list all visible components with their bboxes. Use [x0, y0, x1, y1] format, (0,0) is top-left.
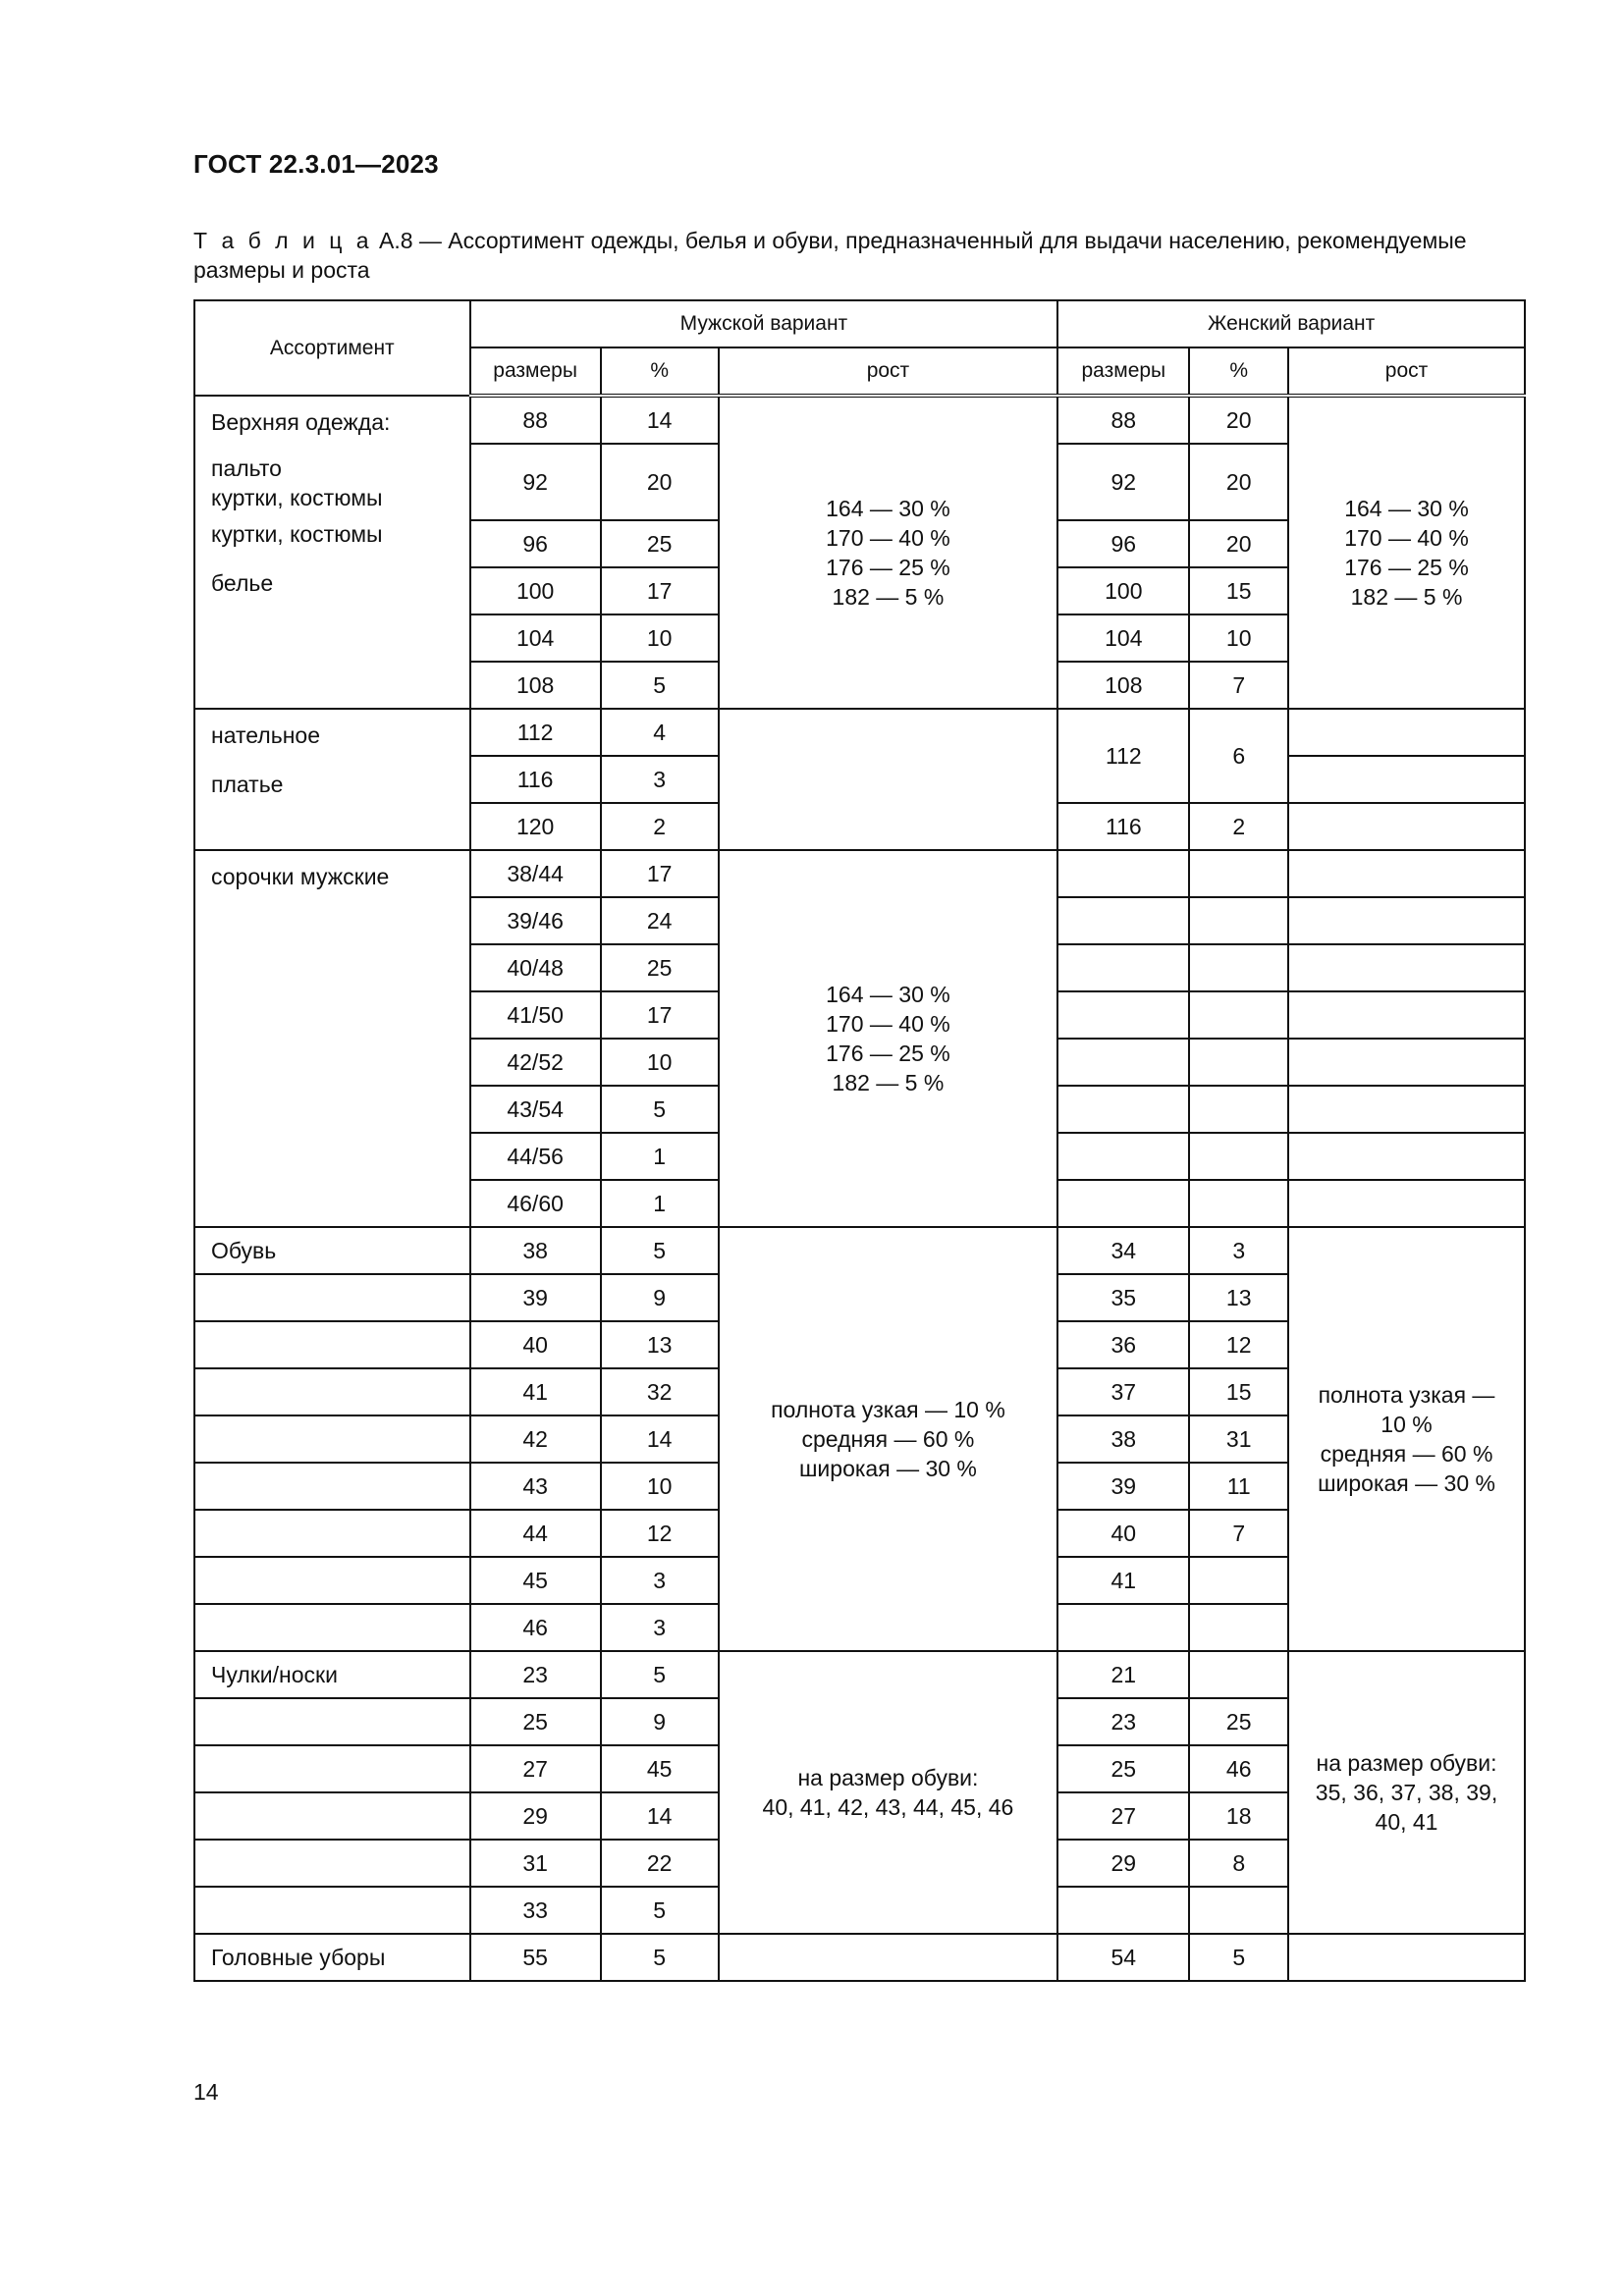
- assortment-cell: [194, 1698, 470, 1745]
- male-size-cell: 38: [470, 1227, 601, 1274]
- female-size-cell: 21: [1057, 1651, 1189, 1698]
- male-percent-cell: 13: [601, 1321, 719, 1368]
- male-height-cell: на размер обуви: 40, 41, 42, 43, 44, 45, 46: [719, 1651, 1058, 1934]
- female-size-cell: [1057, 991, 1189, 1039]
- male-percent-cell: 12: [601, 1510, 719, 1557]
- male-percent-cell: 17: [601, 567, 719, 614]
- female-height-cell: на размер обуви: 35, 36, 37, 38, 39, 40, 41: [1288, 1651, 1525, 1934]
- header-assortment: Ассортимент: [194, 300, 470, 396]
- male-size-cell: 116: [470, 756, 601, 803]
- male-size-cell: 41/50: [470, 991, 601, 1039]
- header-female-height: рост: [1288, 347, 1525, 396]
- male-percent-cell: 24: [601, 897, 719, 944]
- female-percent-cell: 20: [1189, 520, 1288, 567]
- female-height-cell: [1288, 756, 1525, 803]
- male-percent-cell: 5: [601, 1651, 719, 1698]
- female-percent-cell: 5: [1189, 1934, 1288, 1981]
- assortment-cell: [194, 1463, 470, 1510]
- assortment-cell: [194, 1510, 470, 1557]
- group-names-underwear: [194, 709, 470, 850]
- male-percent-cell: 1: [601, 1133, 719, 1180]
- female-percent-cell: [1189, 1086, 1288, 1133]
- male-size-cell: 41: [470, 1368, 601, 1415]
- male-percent-cell: 10: [601, 1463, 719, 1510]
- male-size-cell: 40/48: [470, 944, 601, 991]
- group-name: нательное: [211, 722, 320, 748]
- male-size-cell: 39: [470, 1274, 601, 1321]
- male-percent-cell: 5: [601, 1934, 719, 1981]
- male-percent-cell: 1: [601, 1180, 719, 1227]
- female-size-cell: [1057, 1887, 1189, 1934]
- male-height-cell: полнота узкая — 10 % средняя — 60 % широкая — 30 %: [719, 1227, 1058, 1651]
- male-percent-cell: 9: [601, 1698, 719, 1745]
- male-percent-cell: 17: [601, 850, 719, 897]
- female-percent-cell: 46: [1189, 1745, 1288, 1792]
- female-height-cell: [1288, 803, 1525, 850]
- female-percent-cell: 25: [1189, 1698, 1288, 1745]
- female-size-cell: 116: [1057, 803, 1189, 850]
- group-name: Верхняя одежда:: [211, 409, 391, 435]
- header-male-variant: Мужской вариант: [470, 300, 1058, 347]
- male-percent-cell: 5: [601, 1227, 719, 1274]
- female-percent-cell: 20: [1189, 444, 1288, 520]
- female-percent-cell: [1189, 1180, 1288, 1227]
- female-percent-cell: 15: [1189, 567, 1288, 614]
- male-percent-cell: 17: [601, 991, 719, 1039]
- female-percent-cell: 11: [1189, 1463, 1288, 1510]
- male-size-cell: 46: [470, 1604, 601, 1651]
- assortment-cell: [194, 1840, 470, 1887]
- assortment-cell: [194, 1604, 470, 1651]
- female-percent-cell: [1189, 1039, 1288, 1086]
- male-height-cell: 164 — 30 % 170 — 40 % 176 — 25 % 182 — 5 %: [719, 396, 1058, 709]
- female-percent-cell: 8: [1189, 1840, 1288, 1887]
- assortment-cell: [194, 1745, 470, 1792]
- male-height-cell: [719, 1934, 1058, 1981]
- assortment-cell: [194, 1321, 470, 1368]
- female-height-cell: [1288, 709, 1525, 756]
- male-size-cell: 23: [470, 1651, 601, 1698]
- page-number: 14: [193, 2079, 219, 2105]
- male-size-cell: 31: [470, 1840, 601, 1887]
- female-height-cell: [1288, 1039, 1525, 1086]
- female-size-cell: 27: [1057, 1792, 1189, 1840]
- assortment-cell: [194, 1274, 470, 1321]
- male-percent-cell: 3: [601, 1557, 719, 1604]
- female-percent-cell: 18: [1189, 1792, 1288, 1840]
- male-percent-cell: 5: [601, 1887, 719, 1934]
- assortment-cell: [194, 1792, 470, 1840]
- female-percent-cell: 20: [1189, 396, 1288, 444]
- male-percent-cell: 14: [601, 1792, 719, 1840]
- male-percent-cell: 5: [601, 662, 719, 709]
- male-size-cell: 92: [470, 444, 601, 520]
- female-percent-cell: [1189, 1887, 1288, 1934]
- female-size-cell: 108: [1057, 662, 1189, 709]
- male-percent-cell: 14: [601, 1415, 719, 1463]
- male-percent-cell: 3: [601, 1604, 719, 1651]
- female-size-cell: 25: [1057, 1745, 1189, 1792]
- male-size-cell: 29: [470, 1792, 601, 1840]
- male-percent-cell: 25: [601, 520, 719, 567]
- group-names-outerwear: [194, 396, 470, 709]
- female-percent-cell: [1189, 1557, 1288, 1604]
- female-height-cell: [1288, 1086, 1525, 1133]
- female-height-cell: 164 — 30 % 170 — 40 % 176 — 25 % 182 — 5 %: [1288, 396, 1525, 709]
- female-size-cell: 37: [1057, 1368, 1189, 1415]
- female-percent-cell: 6: [1189, 709, 1288, 803]
- male-size-cell: 112: [470, 709, 601, 756]
- female-percent-cell: [1189, 1651, 1288, 1698]
- male-percent-cell: 9: [601, 1274, 719, 1321]
- female-percent-cell: 2: [1189, 803, 1288, 850]
- male-percent-cell: 4: [601, 709, 719, 756]
- group-name-socks: Чулки/носки: [194, 1651, 470, 1698]
- female-percent-cell: 3: [1189, 1227, 1288, 1274]
- male-height-cell: [719, 709, 1058, 850]
- table-caption: [193, 226, 1529, 285]
- male-size-cell: 44/56: [470, 1133, 601, 1180]
- female-percent-cell: [1189, 1133, 1288, 1180]
- female-size-cell: [1057, 850, 1189, 897]
- male-percent-cell: 32: [601, 1368, 719, 1415]
- female-height-cell: [1288, 1133, 1525, 1180]
- female-height-cell: полнота узкая — 10 % средняя — 60 % широкая — 30 %: [1288, 1227, 1525, 1651]
- male-percent-cell: 2: [601, 803, 719, 850]
- header-male-percent: %: [601, 347, 719, 396]
- male-percent-cell: 10: [601, 614, 719, 662]
- female-size-cell: [1057, 1133, 1189, 1180]
- female-height-cell: [1288, 1180, 1525, 1227]
- group-name: пальто куртки, костюмы: [211, 455, 383, 510]
- male-size-cell: 88: [470, 396, 601, 444]
- male-size-cell: 104: [470, 614, 601, 662]
- male-size-cell: 55: [470, 1934, 601, 1981]
- female-percent-cell: [1189, 991, 1288, 1039]
- male-size-cell: 46/60: [470, 1180, 601, 1227]
- male-size-cell: 43/54: [470, 1086, 601, 1133]
- female-percent-cell: 31: [1189, 1415, 1288, 1463]
- male-size-cell: 27: [470, 1745, 601, 1792]
- female-percent-cell: [1189, 944, 1288, 991]
- female-size-cell: 92: [1057, 444, 1189, 520]
- male-size-cell: 42: [470, 1415, 601, 1463]
- assortment-cell: [194, 1557, 470, 1604]
- male-height-cell: 164 — 30 % 170 — 40 % 176 — 25 % 182 — 5 %: [719, 850, 1058, 1227]
- male-percent-cell: 25: [601, 944, 719, 991]
- header-male-height: рост: [719, 347, 1058, 396]
- female-percent-cell: 15: [1189, 1368, 1288, 1415]
- female-percent-cell: [1189, 850, 1288, 897]
- female-size-cell: 39: [1057, 1463, 1189, 1510]
- female-size-cell: [1057, 944, 1189, 991]
- female-size-cell: 40: [1057, 1510, 1189, 1557]
- caption-text: А.8 — Ассортимент одежды, белья и обуви, предназначенный для выдачи населению, рекомендуемые размеры и роста: [193, 228, 1467, 283]
- male-percent-cell: 3: [601, 756, 719, 803]
- female-percent-cell: 7: [1189, 662, 1288, 709]
- male-size-cell: 40: [470, 1321, 601, 1368]
- female-height-cell: [1288, 850, 1525, 897]
- group-names-shirts: [194, 850, 470, 1227]
- male-percent-cell: 45: [601, 1745, 719, 1792]
- female-size-cell: 34: [1057, 1227, 1189, 1274]
- group-name: сорочки мужские: [211, 864, 390, 889]
- female-size-cell: 41: [1057, 1557, 1189, 1604]
- female-size-cell: 96: [1057, 520, 1189, 567]
- female-height-cell: [1288, 1934, 1525, 1981]
- female-size-cell: 35: [1057, 1274, 1189, 1321]
- male-size-cell: 25: [470, 1698, 601, 1745]
- male-size-cell: 45: [470, 1557, 601, 1604]
- female-percent-cell: 7: [1189, 1510, 1288, 1557]
- male-percent-cell: 22: [601, 1840, 719, 1887]
- female-size-cell: [1057, 1180, 1189, 1227]
- male-percent-cell: 20: [601, 444, 719, 520]
- assortment-cell: [194, 1368, 470, 1415]
- group-name: платье: [211, 772, 284, 797]
- female-size-cell: 88: [1057, 396, 1189, 444]
- assortment-cell: [194, 1415, 470, 1463]
- female-size-cell: 54: [1057, 1934, 1189, 1981]
- female-size-cell: 112: [1057, 709, 1189, 803]
- group-name-footwear: Обувь: [194, 1227, 470, 1274]
- female-height-cell: [1288, 944, 1525, 991]
- female-size-cell: [1057, 897, 1189, 944]
- female-percent-cell: 12: [1189, 1321, 1288, 1368]
- female-height-cell: [1288, 897, 1525, 944]
- male-size-cell: 42/52: [470, 1039, 601, 1086]
- female-size-cell: 29: [1057, 1840, 1189, 1887]
- header-male-sizes: размеры: [470, 347, 601, 396]
- female-size-cell: 100: [1057, 567, 1189, 614]
- group-name: белье: [211, 570, 274, 596]
- document-id: ГОСТ 22.3.01—2023: [193, 149, 439, 179]
- female-size-cell: [1057, 1086, 1189, 1133]
- female-size-cell: 38: [1057, 1415, 1189, 1463]
- group-name: куртки, костюмы: [211, 521, 383, 547]
- assortment-table: [193, 299, 1526, 1982]
- assortment-cell: [194, 1887, 470, 1934]
- male-size-cell: 33: [470, 1887, 601, 1934]
- male-size-cell: 100: [470, 567, 601, 614]
- female-percent-cell: [1189, 1604, 1288, 1651]
- male-size-cell: 120: [470, 803, 601, 850]
- male-percent-cell: 14: [601, 396, 719, 444]
- male-percent-cell: 10: [601, 1039, 719, 1086]
- header-female-sizes: размеры: [1057, 347, 1189, 396]
- header-female-percent: %: [1189, 347, 1288, 396]
- female-size-cell: 104: [1057, 614, 1189, 662]
- male-size-cell: 44: [470, 1510, 601, 1557]
- female-percent-cell: 13: [1189, 1274, 1288, 1321]
- header-female-variant: Женский вариант: [1057, 300, 1525, 347]
- male-size-cell: 108: [470, 662, 601, 709]
- female-height-cell: [1288, 991, 1525, 1039]
- female-size-cell: 23: [1057, 1698, 1189, 1745]
- male-size-cell: 38/44: [470, 850, 601, 897]
- male-size-cell: 39/46: [470, 897, 601, 944]
- male-size-cell: 96: [470, 520, 601, 567]
- male-percent-cell: 5: [601, 1086, 719, 1133]
- female-size-cell: [1057, 1039, 1189, 1086]
- female-percent-cell: 10: [1189, 614, 1288, 662]
- female-percent-cell: [1189, 897, 1288, 944]
- group-name-headwear: Головные уборы: [194, 1934, 470, 1981]
- male-size-cell: 43: [470, 1463, 601, 1510]
- caption-prefix: Т а б л и ц а: [193, 228, 373, 253]
- female-size-cell: [1057, 1604, 1189, 1651]
- female-size-cell: 36: [1057, 1321, 1189, 1368]
